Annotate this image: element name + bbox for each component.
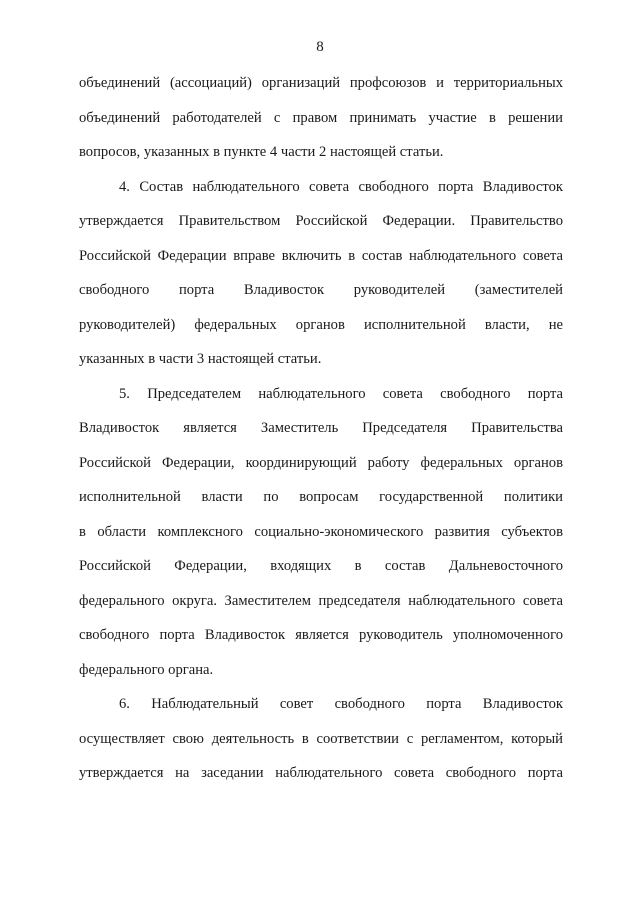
text-line: Российской Федерации вправе включить в состав наблюдательного совета [79, 247, 563, 264]
text-line: объединений работодателей с правом принимать участие в решении [79, 109, 563, 126]
text-line: 4. Состав наблюдательного совета свободного порта Владивосток [119, 178, 563, 195]
text-line: исполнительной власти по вопросам государственной политики [79, 489, 563, 505]
paragraph-continuation [79, 66, 563, 170]
text-line: осуществляет свою деятельность в соответствии с регламентом, который [79, 730, 563, 747]
text-line: свободного порта Владивосток руководителей (заместителей [79, 282, 563, 298]
text-line: федерального органа. [79, 661, 214, 678]
text-line: вопросов, указанных в пункте 4 части 2 настоящей статьи. [79, 144, 444, 160]
text-line: свободного порта Владивосток является руководитель уполномоченного [79, 627, 563, 643]
text-line: 6. Наблюдательный совет свободного порта Владивосток [119, 696, 563, 712]
text-line: 5. Председателем наблюдательного совета свободного порта [119, 385, 563, 402]
text-line: федерального округа. Заместителем председателя наблюдательного совета [79, 592, 563, 609]
text-line: в области комплексного социально-экономического развития субъектов [79, 523, 563, 540]
text-line: Российской Федерации, входящих в состав Дальневосточного [79, 558, 563, 574]
text-line: Владивосток является Заместитель Председателя Правительства [79, 420, 563, 436]
text-line: утверждается на заседании наблюдательного совета свободного порта [79, 765, 563, 781]
text-line: руководителей) федеральных органов исполнительной власти, не [79, 316, 563, 333]
paragraph-4 [79, 170, 563, 377]
body-text [79, 66, 563, 791]
text-line: утверждается Правительством Российской Федерации. Правительство [79, 213, 563, 229]
text-line: объединений (ассоциаций) организаций профсоюзов и территориальных [79, 75, 563, 91]
text-line: указанных в части 3 настоящей статьи. [79, 351, 322, 367]
paragraph-6 [79, 687, 563, 791]
text-line: Российской Федерации, координирующий работу федеральных органов [79, 454, 563, 471]
page-number: 8 [316, 39, 324, 55]
paragraph-5 [79, 377, 563, 688]
